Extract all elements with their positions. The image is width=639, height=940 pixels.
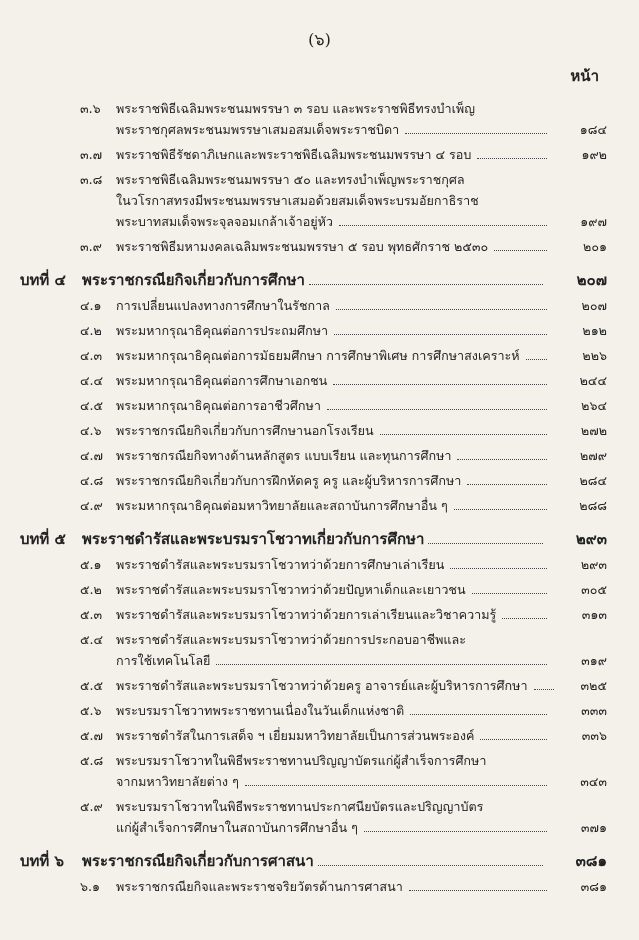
dot-leader [534, 689, 554, 690]
entry-number: ๕.๙ [80, 799, 103, 814]
entry-number: ๔.๑ [80, 298, 102, 313]
toc-entry [0, 345, 639, 366]
toc-entry [0, 700, 639, 721]
chapter-title: พระราชกรณียกิจเกี่ยวกับการศึกษา [82, 271, 305, 289]
entry-title: พระราชพิธีเฉลิมพระชนมพรรษา ๓ รอบ และพระราชพิธีทรงบำเพ็ญ [116, 101, 475, 116]
entry-title: พระมหากรุณาธิคุณต่อการประถมศึกษา [116, 323, 329, 338]
toc-entry [0, 211, 639, 232]
dot-leader [409, 890, 547, 891]
entry-number: ๕.๖ [80, 703, 102, 718]
entry-title: แก่ผู้สำเร็จการศึกษาในสถาบันการศึกษาอื่น ๆ [116, 820, 358, 835]
entry-page: ๑๙๗ [580, 214, 607, 229]
entry-title: พระราชดำรัสและพระบรมราโชวาทว่าด้วยการประกอบอาชีพและ [116, 632, 467, 647]
entry-number: ๓.๖ [80, 101, 101, 116]
dot-leader [494, 250, 547, 251]
entry-number: ๕.๕ [80, 678, 104, 693]
toc-entry [0, 604, 639, 625]
entry-title: พระบรมราโชวาทพระราชทานเนื่องในวันเด็กแห่งชาติ [116, 703, 405, 718]
chapter-page: ๒๙๓ [575, 530, 607, 548]
dot-leader [480, 739, 547, 740]
entry-number: ๔.๒ [80, 323, 102, 338]
entry-title: พระมหากรุณาธิคุณต่อการอาชีวศึกษา [116, 398, 321, 413]
dot-leader [477, 158, 547, 159]
entry-page: ๒๗๒ [580, 423, 607, 438]
dot-leader [410, 714, 547, 715]
entry-title: พระราชดำรัสในการเสด็จ ฯ เยี่ยมมหาวิทยาลัยเป็นการส่วนพระองค์ [116, 728, 475, 743]
chapter-page: ๓๘๑ [575, 852, 607, 870]
chapter-label: บทที่ ๕ [20, 530, 66, 548]
dot-leader [450, 568, 547, 569]
entry-page: ๒๗๙ [580, 448, 607, 463]
entry-title: พระราชดำรัสและพระบรมราโชวาทว่าด้วยครู อาจารย์และผู้บริหารการศึกษา [116, 678, 528, 693]
entry-title: พระราชกรณียกิจและพระราชจริยวัตรด้านการศาสนา [116, 879, 403, 894]
entry-page: ๓๑๓ [581, 607, 607, 622]
entry-title: จากมหาวิทยาลัยต่าง ๆ [116, 774, 239, 789]
entry-title: พระมหากรุณาธิคุณต่อมหาวิทยาลัยและสถาบันการศึกษาอื่น ๆ [116, 498, 448, 513]
entry-page: ๓๒๕ [580, 678, 607, 693]
toc-entry [0, 796, 639, 817]
toc-entry [0, 236, 639, 257]
chapter-label: บทที่ ๖ [20, 852, 65, 870]
dot-leader [467, 484, 547, 485]
dot-leader [245, 785, 547, 786]
entry-number: ๔.๘ [80, 473, 104, 488]
dot-leader [318, 865, 543, 866]
toc-entry [0, 190, 639, 211]
toc-entry [0, 320, 639, 341]
entry-page: ๒๐๑ [583, 239, 607, 254]
entry-page: ๓๘๑ [580, 879, 607, 894]
entry-title: พระราชพิธีเฉลิมพระชนมพรรษา ๕๐ และทรงบำเพ็ญพระราชกุศล [116, 172, 465, 187]
toc-entry [0, 495, 639, 516]
toc-entry [0, 579, 639, 600]
dot-leader [502, 618, 547, 619]
entry-page: ๒๙๓ [580, 557, 607, 572]
dot-leader [405, 133, 547, 134]
entry-number: ๕.๒ [80, 582, 102, 597]
dot-leader [472, 593, 547, 594]
toc-entry [0, 98, 639, 119]
toc-entry [0, 554, 639, 575]
dot-leader [334, 334, 547, 335]
entry-title: พระราชพิธีรัชดาภิเษกและพระราชพิธีเฉลิมพระชนมพรรษา ๔ รอบ [116, 147, 472, 162]
entry-number: ๕.๔ [80, 632, 104, 647]
toc-entry [0, 629, 639, 650]
entry-title: พระบรมราโชวาทในพิธีพระราชทานประกาศนียบัตรและปริญญาบัตร [116, 799, 484, 814]
entry-title: พระราชพิธีมหามงคลเฉลิมพระชนมพรรษา ๕ รอบ พุทธศักราช ๒๕๓๐ [116, 239, 489, 254]
dot-leader [339, 225, 547, 226]
page-column-label: หน้า [570, 67, 599, 85]
entry-page: ๒๘๘ [579, 498, 607, 513]
entry-title: พระราชกรณียกิจเกี่ยวกับการศึกษานอกโรงเรียน [116, 423, 374, 438]
entry-number: ๔.๙ [80, 498, 103, 513]
toc-entry [0, 675, 639, 696]
entry-page: ๒๘๔ [579, 473, 607, 488]
toc-entry [0, 725, 639, 746]
entry-page: ๒๑๒ [582, 323, 607, 338]
entry-page: ๒๒๖ [582, 348, 607, 363]
entry-title: ในวโรกาสทรงมีพระชนมพรรษาเสมอด้วยสมเด็จพระบรมอัยกาธิราช [116, 193, 479, 208]
page-number: (๖) [308, 30, 331, 49]
toc-entry [0, 445, 639, 466]
dot-leader [216, 664, 547, 665]
toc-entry [0, 470, 639, 491]
entry-page: ๓๗๑ [580, 820, 607, 835]
entry-number: ๕.๗ [80, 728, 104, 743]
entry-page: ๑๘๔ [579, 122, 607, 137]
dot-leader [327, 409, 547, 410]
entry-number: ๓.๙ [80, 239, 102, 254]
entry-title: พระราชดำรัสและพระบรมราโชวาทว่าด้วยการเล่าเรียนและวิชาความรู้ [116, 607, 497, 622]
entry-title: พระมหากรุณาธิคุณต่อการศึกษาเอกชน [116, 373, 328, 388]
toc-entry [0, 119, 639, 140]
entry-page: ๓๔๓ [580, 774, 607, 789]
entry-title: พระราชกุศลพระชนมพรรษาเสมอสมเด็จพระราชบิดา [116, 122, 400, 137]
entry-number: ๔.๗ [80, 448, 104, 463]
toc-entry [0, 370, 639, 391]
entry-title: พระมหากรุณาธิคุณต่อการมัธยมศึกษา การศึกษาพิเศษ การศึกษาสงเคราะห์ [116, 348, 520, 363]
dot-leader [364, 831, 547, 832]
toc-entry [0, 750, 639, 771]
entry-number: ๔.๕ [80, 398, 104, 413]
entry-page: ๓๓๖ [581, 728, 607, 743]
entry-page: ๒๐๗ [581, 298, 607, 313]
entry-page: ๑๙๒ [581, 147, 607, 162]
entry-number: ๓.๗ [80, 147, 103, 162]
toc-entry [0, 650, 639, 671]
toc-entry [0, 420, 639, 441]
toc-entry [0, 876, 639, 897]
chapter-label: บทที่ ๔ [20, 271, 66, 289]
dot-leader [333, 384, 547, 385]
entry-page: ๒๔๔ [579, 373, 607, 388]
chapter-title: พระราชกรณียกิจเกี่ยวกับการศาสนา [82, 852, 314, 870]
dot-leader [428, 543, 543, 544]
chapter-heading [0, 850, 639, 873]
entry-number: ๕.๑ [80, 557, 102, 572]
entry-title: พระราชดำรัสและพระบรมราโชวาทว่าด้วยการศึกษาเล่าเรียน [116, 557, 445, 572]
entry-number: ๔.๓ [80, 348, 103, 363]
toc-entry [0, 395, 639, 416]
entry-title: พระบรมราโชวาทในพิธีพระราชทานปริญญาบัตรแก่ผู้สำเร็จการศึกษา [116, 753, 487, 768]
dot-leader [526, 359, 547, 360]
entry-title: การใช้เทคโนโลยี [116, 653, 211, 668]
entry-title: พระบาทสมเด็จพระจุลจอมเกล้าเจ้าอยู่หัว [116, 214, 334, 229]
chapter-page: ๒๐๗ [576, 271, 607, 289]
entry-page: ๒๖๔ [581, 398, 607, 413]
entry-title: พระราชกรณียกิจเกี่ยวกับการฝึกหัดครู ครู และผู้บริหารการศึกษา [116, 473, 462, 488]
chapter-heading [0, 269, 639, 292]
dot-leader [457, 459, 547, 460]
dot-leader [454, 509, 547, 510]
entry-number: ๔.๖ [80, 423, 102, 438]
entry-number: ๔.๔ [80, 373, 104, 388]
toc-entry [0, 169, 639, 190]
entry-page: ๓๐๕ [581, 582, 607, 597]
chapter-title: พระราชดำรัสและพระบรมราโชวาทเกี่ยวกับการศึกษา [82, 530, 425, 548]
toc-entry [0, 771, 639, 792]
dot-leader [336, 309, 547, 310]
dot-leader [309, 284, 543, 285]
chapter-heading [0, 528, 639, 551]
entry-page: ๓๓๓ [581, 703, 607, 718]
entry-title: พระราชดำรัสและพระบรมราโชวาทว่าด้วยปัญหาเด็กและเยาวชน [116, 582, 466, 597]
entry-title: การเปลี่ยนแปลงทางการศึกษาในรัชกาล [116, 298, 330, 313]
entry-number: ๕.๓ [80, 607, 103, 622]
toc-entry [0, 295, 639, 316]
entry-number: ๖.๑ [80, 879, 100, 894]
toc-entry [0, 817, 639, 838]
entry-number: ๕.๘ [80, 753, 104, 768]
entry-number: ๓.๘ [80, 172, 103, 187]
toc-entry [0, 144, 639, 165]
table-of-contents [0, 98, 639, 901]
entry-page: ๓๑๙ [581, 653, 607, 668]
entry-title: พระราชกรณียกิจทางด้านหลักสูตร แบบเรียน และทุนการศึกษา [116, 448, 452, 463]
dot-leader [380, 434, 547, 435]
